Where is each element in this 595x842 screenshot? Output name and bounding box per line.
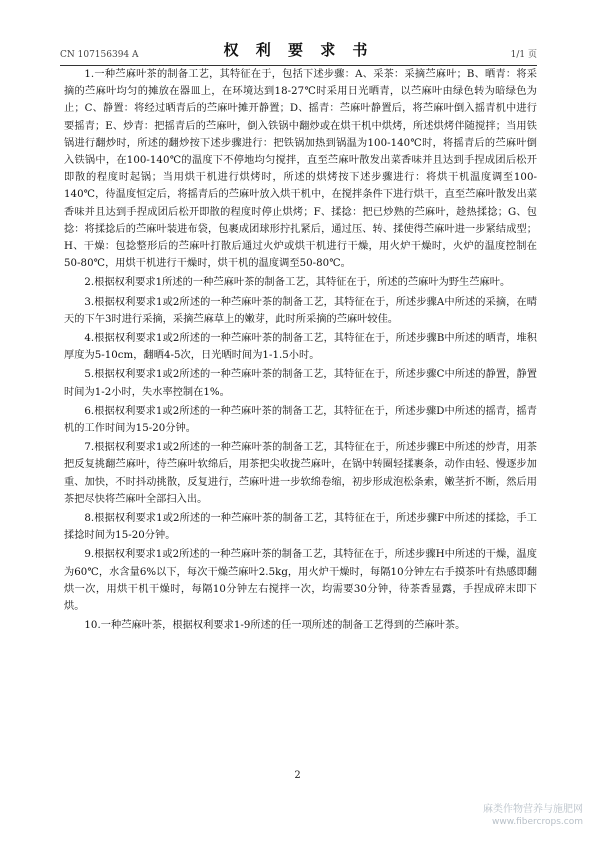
claim-6: 6.根据权利要求1或2所述的一种苎麻叶茶的制备工艺，其特征在于，所述步骤D中所述的摇青，摇青机的工作时间为15-20分钟。 bbox=[64, 405, 537, 435]
claims-body bbox=[64, 66, 537, 637]
claim-10: 10.一种苎麻叶茶，根据权利要求1-9所述的任一项所述的制备工艺得到的苎麻叶茶。 bbox=[84, 620, 466, 632]
page-indicator: 1/1 页 bbox=[510, 50, 537, 60]
page-header bbox=[60, 34, 537, 66]
claim-7: 7.根据权利要求1或2所述的一种苎麻叶茶的制备工艺，其特征在于，所述步骤E中所述的炒青，用茶把反复挑翻苎麻叶，待苎麻叶软绵后，用茶把尖收拢苎麻叶，在锅中转圈轻揉裹条，动作由轻、慢逐步加重、加快，不时抖动挑散，反复进行，苎麻叶进一步软绵卷缩，初步形成泡松条索，嫩茎折不断，然后用茶把尽快将苎麻叶全部扫入出。 bbox=[64, 442, 537, 505]
claim-3: 3.根据权利要求1或2所述的一种苎麻叶茶的制备工艺，其特征在于，所述步骤A中所述的采摘，在晴天的下午3时进行采摘，采摘苎麻草上的嫩芽，此时所采摘的苎麻叶较佳。 bbox=[64, 296, 537, 325]
page-number: 2 bbox=[294, 770, 301, 781]
claim-9: 9.根据权利要求1或2所述的一种苎麻叶茶的制备工艺，其特征在于，所述步骤H中所述的干燥，温度为60℃，水含量6%以下，每次干燥苎麻叶2.5kg，用火炉干燥时，每隔10分钟左右手摸茶叶有热感即翻烘一次，用烘干机干燥时，每隔10分钟左右搅拌一次，均需要30分钟，待茶香显露，手捏成碎末即下烘。 bbox=[64, 549, 537, 613]
claim-1: 1.一种苎麻叶茶的制备工艺，其特征在于，包括下述步骤：A、采茶：采摘苎麻叶；B、晒青：将采摘的苎麻叶均匀的摊放在器皿上，在环境达到18-27℃时采用日光晒青，以苎麻叶由绿色转为暗绿色为止；C、静置：将经过晒青后的苎麻叶摊开静置；D、摇青：苎麻叶静置后，将苎麻叶倒入摇青机中进行要摇青；E、炒青：把摇青后的苎麻叶，倒入铁锅中翻炒或在烘干机中烘烤，所述烘烤伴随搅拌；当用铁锅进行翻炒时，所述的翻炒按下述步骤进行：把铁锅加热到锅温为100-140℃时，将摇青后的苎麻叶倒入铁锅中，在100-140℃的温度下不停地均匀搅拌，直至苎麻叶散发出菜香味并且达到手捏成团后松开即散的程度时起锅；当用烘干机进行烘烤时，所述的烘烤按下述步骤进行：将烘干机温度调至100-140℃，待温度恒定后，将摇青后的苎麻叶放入烘干机中，在搅拌条件下进行烘干，直至苎麻叶散发出菜香味并且达到手捏成团后松开即散的程度时停止烘烤；F、揉捻：把已炒熟的苎麻叶，趁热揉捻；G、包捻：将揉捻后的苎麻叶装进布袋，包裹成团球形拧扎紧后，通过压、转、揉使得苎麻叶进一步紧结成型；H、干燥：包捻整形后的苎麻叶打散后通过火炉或烘干机进行干燥，用火炉干燥时，火炉的温度控制在50-80℃，用烘干机进行干燥时，烘干机的温度调至50-80℃。 bbox=[64, 69, 537, 270]
document-number: CN 107156394 A bbox=[60, 50, 139, 60]
watermark-url: www.fibercrops.com bbox=[492, 817, 583, 827]
claim-2: 2.根据权利要求1所述的一种苎麻叶茶的制备工艺，其特征在于，所述的苎麻叶为野生苎麻叶。 bbox=[84, 277, 511, 289]
claim-5: 5.根据权利要求1或2所述的一种苎麻叶茶的制备工艺，其特征在于，所述步骤C中所述的静置，静置时间为1-2小时，失水率控制在1%。 bbox=[64, 369, 537, 398]
claim-4: 4.根据权利要求1或2所述的一种苎麻叶茶的制备工艺，其特征在于，所述步骤B中所述的晒青，堆积厚度为5-10cm，翻晒4-5次，日光晒时间为1-1.5小时。 bbox=[64, 333, 537, 362]
page-title: 权 利 要 求 书 bbox=[223, 41, 374, 59]
watermark-site-name: 麻类作物营养与施肥网 bbox=[483, 804, 583, 815]
watermark bbox=[483, 804, 583, 828]
claim-8: 8.根据权利要求1或2所述的一种苎麻叶茶的制备工艺，其特征在于，所述步骤F中所述的揉捻，手工揉捻时间为15-20分钟。 bbox=[64, 513, 537, 542]
